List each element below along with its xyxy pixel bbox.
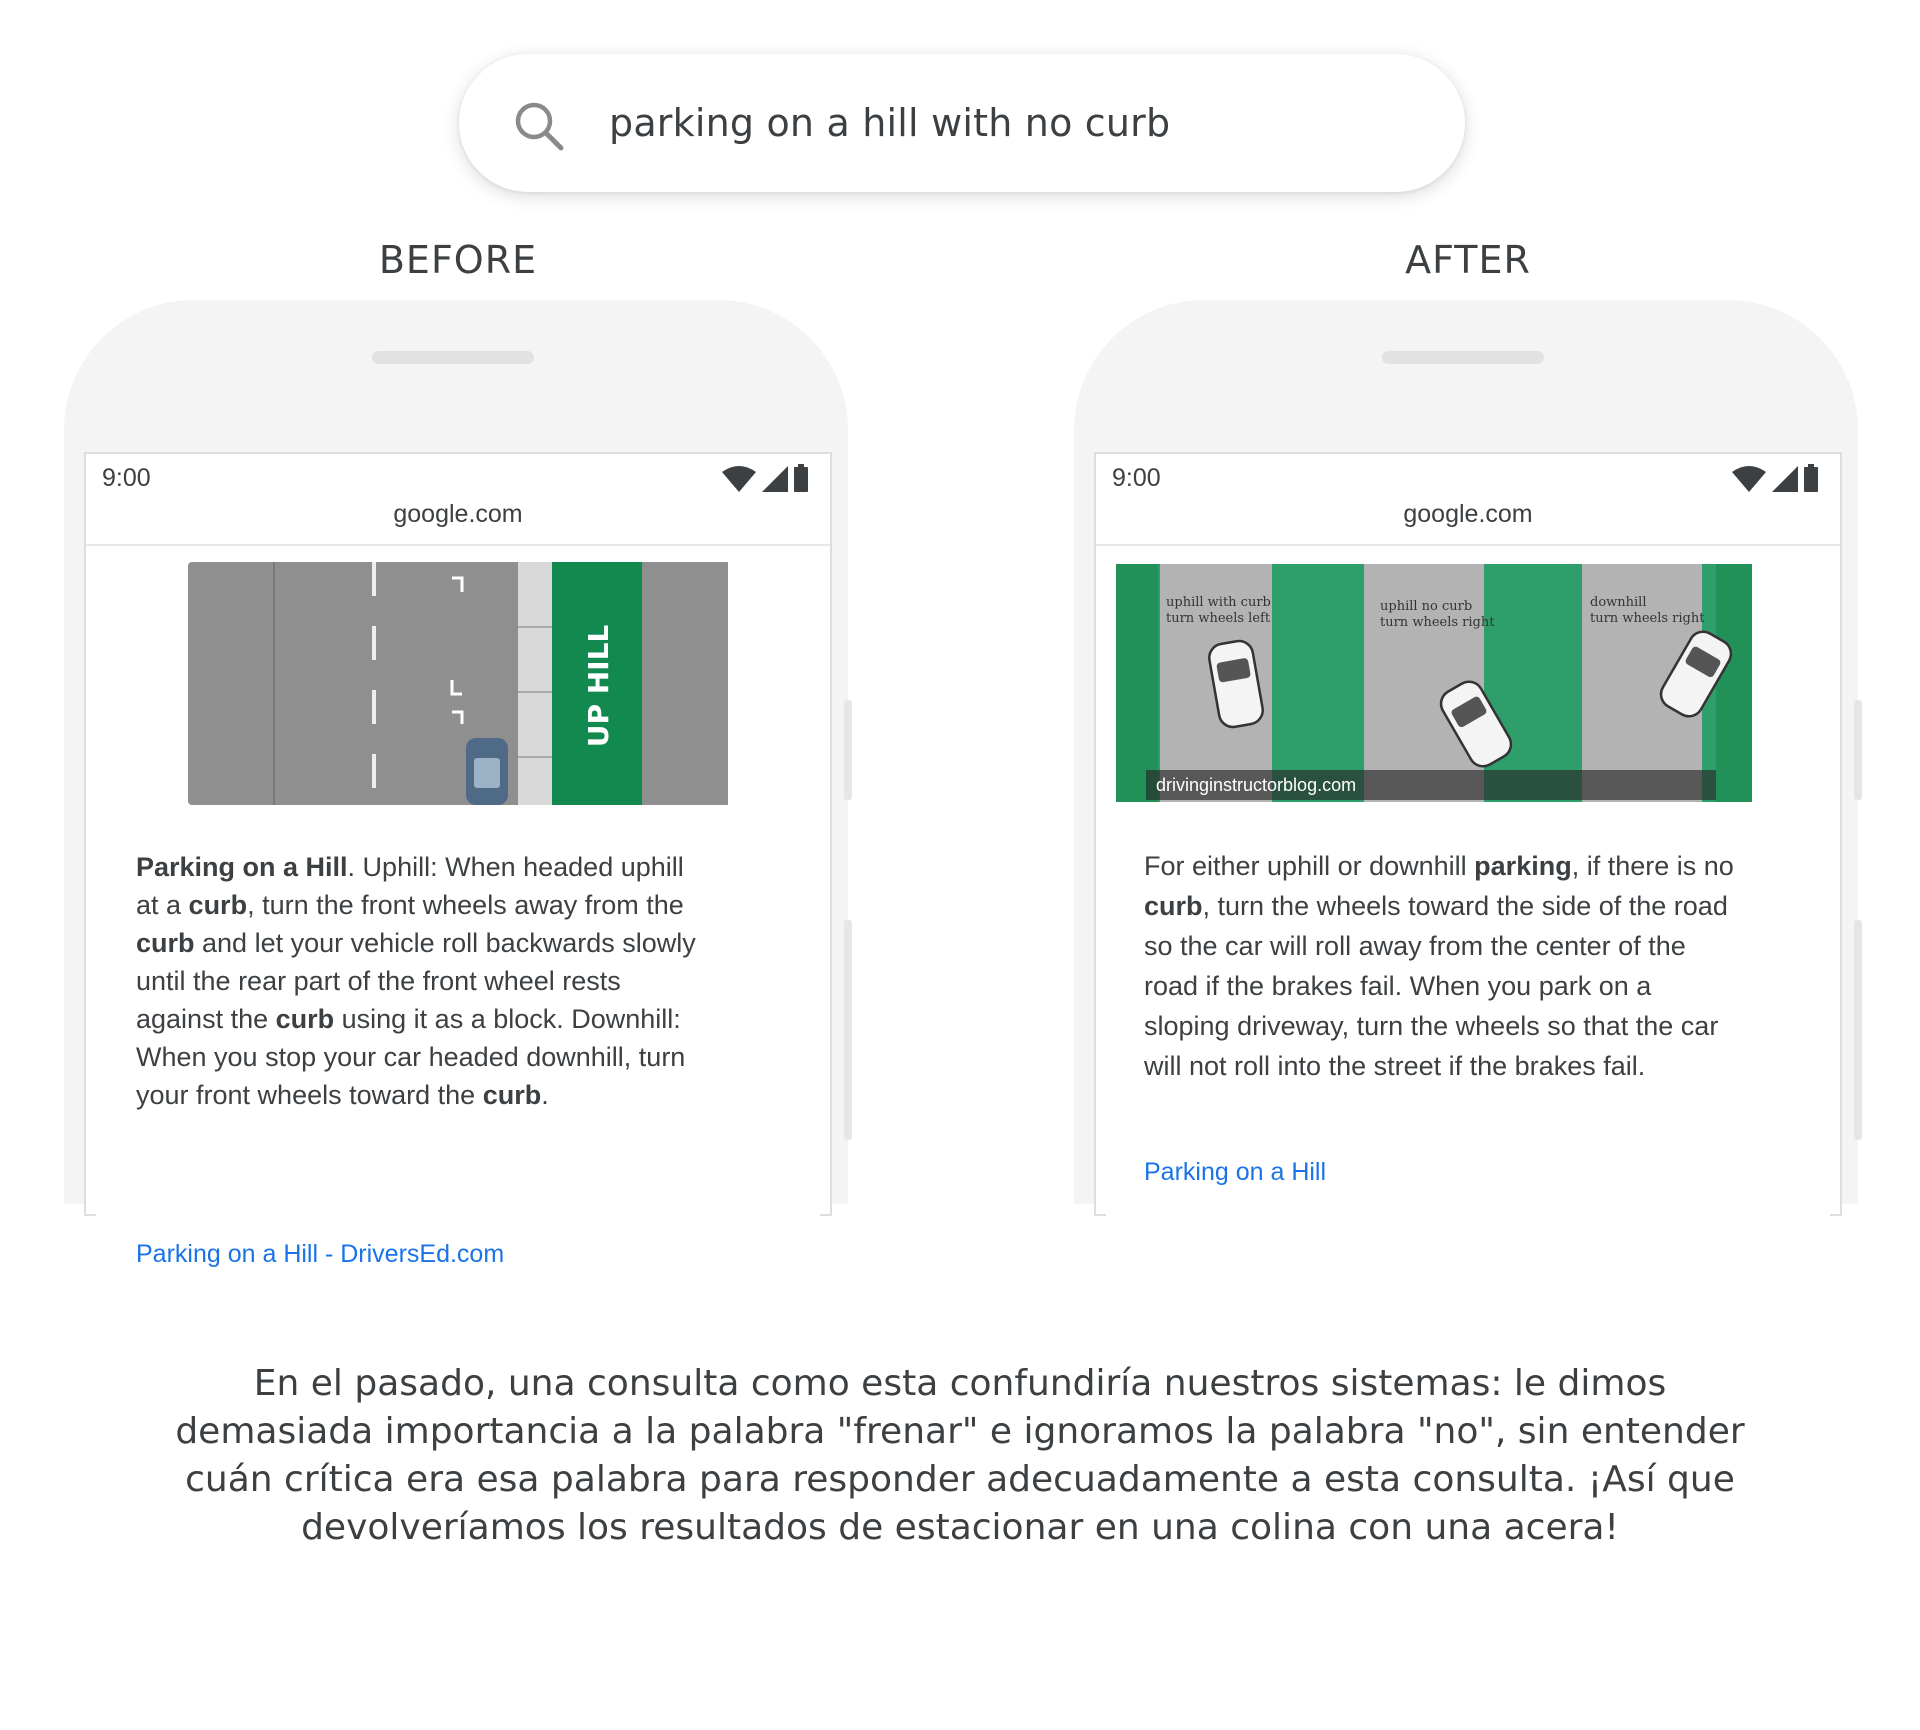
divider	[1096, 544, 1840, 546]
snippet-bold-term: curb	[188, 890, 248, 920]
after-screen	[1094, 452, 1842, 1216]
after-label: AFTER	[1405, 238, 1531, 282]
side-button	[1854, 920, 1862, 1140]
after-phone	[1074, 300, 1858, 1204]
before-phone	[64, 300, 848, 1268]
snippet-segment: , if there is no	[1571, 851, 1734, 881]
search-icon	[511, 98, 567, 154]
wifi-icon	[722, 466, 756, 492]
result-card	[1106, 558, 1830, 1258]
side-button	[1854, 700, 1862, 800]
search-query[interactable]: parking on a hill with no curb	[609, 101, 1171, 145]
image-watermark: drivinginstructorblog.com	[1156, 775, 1357, 795]
after-result-link[interactable]: Parking on a Hill	[1144, 1158, 1327, 1186]
side-button	[844, 920, 852, 1140]
snippet-segment: .	[541, 1080, 549, 1110]
panel-caption-1: uphill with curb turn wheels left	[1166, 595, 1271, 626]
snippet-segment: . Uphill: When headed uphill at a	[136, 852, 684, 920]
caption-text: En el pasado, una consulta como esta confundiría nuestros sistemas: le dimos demasiada importancia a la palabra "frenar" e ignoramos la palabra "no", sin entender cuán crítica era esa palabra para responder adecuadamente a esta consulta. ¡Así que devolveríamos los resultados de estacionar en una colina con una acera!	[175, 1363, 1745, 1548]
snippet-segment: and let your vehicle roll backwards slowly until the rear part of the front wheel rests against the	[136, 928, 696, 1034]
battery-icon	[794, 464, 808, 492]
snippet-bold-term: curb	[482, 1080, 542, 1110]
snippet-segment: , turn the wheels toward the side of the road so the car will roll away from the center of the road if the brakes fail. When you park on a sloping driveway, turn the wheels so that the car will not roll into the street if the brakes fail.	[1144, 891, 1728, 1081]
snippet-segment: For either uphill or downhill	[1144, 851, 1475, 881]
battery-icon	[1804, 464, 1818, 492]
status-time: 9:00	[102, 464, 151, 492]
up-hill-sign: UP HILL	[582, 624, 615, 748]
snippet-bold-term: Parking on a Hill	[136, 852, 348, 882]
snippet-bold-term: parking	[1474, 851, 1572, 881]
status-icons	[1732, 464, 1818, 492]
url-bar[interactable]: google.com	[1403, 500, 1533, 528]
status-icons	[722, 464, 808, 492]
before-label: BEFORE	[378, 238, 538, 282]
snippet-bold-term: curb	[1144, 891, 1203, 921]
snippet-text	[1144, 851, 1734, 1081]
signal-icon	[1772, 466, 1798, 492]
road-diagram-image[interactable]	[188, 562, 728, 805]
url-bar[interactable]: google.com	[393, 500, 523, 528]
result-card	[96, 558, 820, 1268]
status-time: 9:00	[1112, 464, 1161, 492]
before-screen	[84, 452, 832, 1268]
after-snippet	[1144, 846, 1734, 1086]
panel-caption-3: downhill turn wheels right	[1590, 595, 1705, 626]
side-button	[844, 700, 852, 800]
before-snippet	[136, 848, 696, 1114]
signal-icon	[762, 466, 788, 492]
snippet-bold-term: curb	[136, 928, 195, 958]
snippet-text	[136, 852, 696, 1110]
phone-speaker	[1382, 351, 1544, 364]
snippet-segment: , turn the front wheels away from the	[247, 890, 684, 920]
before-result-link[interactable]: Parking on a Hill - DriversEd.com	[136, 1240, 505, 1268]
parking-diagram-image[interactable]	[1116, 564, 1752, 802]
snippet-bold-term: curb	[275, 1004, 335, 1034]
panel-caption-2: uphill no curb turn wheels right	[1380, 599, 1495, 630]
divider	[86, 544, 830, 546]
search-bar[interactable]	[459, 54, 1465, 192]
wifi-icon	[1732, 466, 1766, 492]
phone-speaker	[372, 351, 534, 364]
snippet-segment: using it as a block. Downhill: When you stop your car headed downhill, turn your front wheels toward the	[136, 1004, 686, 1110]
